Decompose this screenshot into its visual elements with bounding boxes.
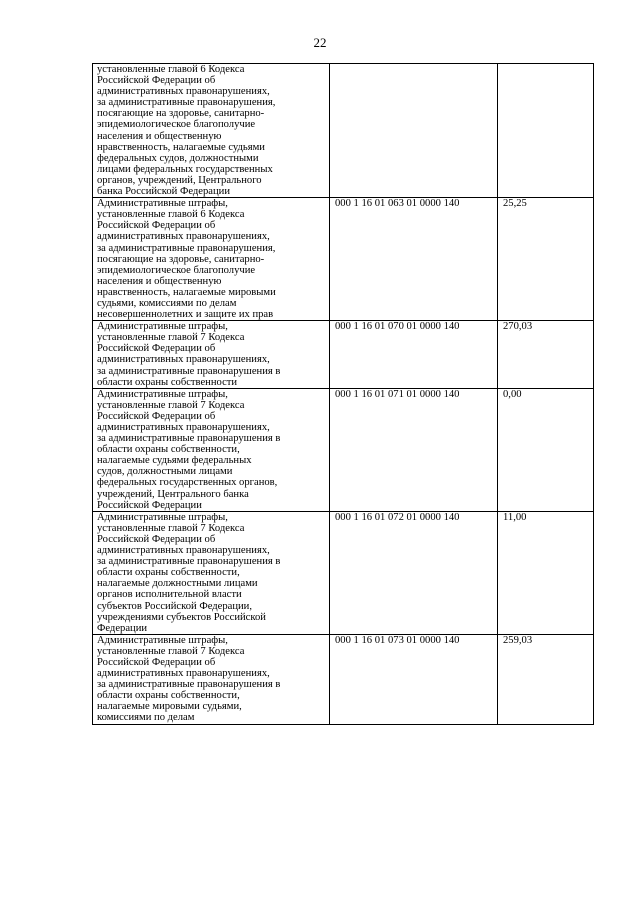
description-line: налагаемые мировыми судьями, [97,701,242,713]
table-row [93,634,594,724]
description-line: области охраны собственности [97,376,238,388]
description-line: административных правонарушениях, [97,422,270,433]
amount-value: 259,03 [498,634,594,724]
table-row [93,321,594,389]
description-line: за административные правонарушения в [97,679,281,691]
row-description [93,634,330,724]
description-line: федеральных судов, должностными [97,152,259,164]
description-line: учреждений, Центрального банка [97,488,249,500]
description-line: за административные правонарушения в [97,433,281,445]
description-line: за административные правонарушения в [97,365,281,377]
description-line: области охраны собственности, [97,444,240,456]
budget-classification-code: 000 1 16 01 063 01 0000 140 [330,198,498,321]
revenue-table [92,63,594,725]
description-line: банка Российской Федерации [97,186,230,198]
description-line: установленные главой 7 Кодекса [97,399,245,411]
description-line: Российской Федерации об [97,656,216,668]
amount-value [498,64,594,198]
row-description [93,198,330,321]
table-row [93,388,594,511]
amount-value: 0,00 [498,388,594,511]
description-line: установленные главой 6 Кодекса [97,209,245,221]
description-line: федеральных государственных органов, [97,477,278,489]
description-line: Административные штрафы, [97,634,228,646]
row-description [93,64,330,198]
budget-classification-code: 000 1 16 01 070 01 0000 140 [330,321,498,389]
description-line: нравственность, налагаемые судьями [97,141,265,153]
description-line: налагаемые судьями федеральных [97,455,252,467]
description-line: судов, должностными лицами [97,466,233,478]
description-line: Российской Федерации об [97,75,216,87]
description-line: Административные штрафы, [97,198,228,210]
description-line: административных правонарушениях, [97,231,270,243]
description-line: установленные главой 7 Кодекса [97,522,245,534]
description-line: несовершеннолетних и защите их прав [97,309,274,321]
description-line: органов, учреждений, Центрального [97,174,262,186]
description-line: административных правонарушениях, [97,545,270,557]
description-line: Российской Федерации [97,499,202,511]
page-number: 22 [313,35,327,50]
description-line: области охраны собственности, [97,567,240,579]
description-line: административных правонарушениях, [97,354,270,366]
description-line: населения и общественную [97,275,222,287]
description-line: установленные главой 6 Кодекса [97,64,245,75]
description-line: Административные штрафы, [97,511,228,523]
description-line: судьями, комиссиями по делам [97,297,237,309]
row-description [93,321,330,389]
budget-classification-code: 000 1 16 01 073 01 0000 140 [330,634,498,724]
description-line: Российской Федерации об [97,533,216,545]
description-line: органов исполнительной власти [97,589,242,601]
description-line: лицами федеральных государственных [97,163,273,175]
description-line: Административные штрафы, [97,321,228,333]
description-line: эпидемиологическое благополучие [97,264,256,276]
description-line: эпидемиологическое благополучие [97,119,256,131]
amount-value: 270,03 [498,321,594,389]
budget-classification-code [330,64,498,198]
description-line: области охраны собственности, [97,690,240,702]
description-line: за административные правонарушения, [97,97,276,109]
description-line: учреждениями субъектов Российской [97,611,266,623]
budget-classification-code: 000 1 16 01 071 01 0000 140 [330,388,498,511]
table-body [93,64,594,725]
description-line: нравственность, налагаемые мировыми [97,286,276,298]
description-line: за административные правонарушения, [97,242,276,254]
description-line: посягающие на здоровье, санитарно- [97,108,265,120]
description-line: административных правонарушениях, [97,86,270,98]
description-line: за административные правонарушения в [97,556,281,568]
description-line: посягающие на здоровье, санитарно- [97,253,265,265]
description-line: Федерации [97,622,148,634]
table-row [93,511,594,634]
description-line: субъектов Российской Федерации, [97,600,253,612]
row-description [93,388,330,511]
amount-value: 11,00 [498,511,594,634]
description-line: Российской Федерации об [97,410,216,422]
row-description [93,511,330,634]
description-line: населения и общественную [97,130,222,142]
description-line: налагаемые должностными лицами [97,578,258,590]
description-line: установленные главой 7 Кодекса [97,332,245,344]
description-line: Российской Федерации об [97,343,216,355]
table-row [93,64,594,198]
budget-classification-code: 000 1 16 01 072 01 0000 140 [330,511,498,634]
description-line: Российской Федерации об [97,220,216,232]
table-row [93,198,594,321]
amount-value: 25,25 [498,198,594,321]
description-line: комиссиями по делам [97,712,195,724]
description-line: административных правонарушениях, [97,668,270,680]
description-line: установленные главой 7 Кодекса [97,645,245,657]
description-line: Административные штрафы, [97,388,228,400]
